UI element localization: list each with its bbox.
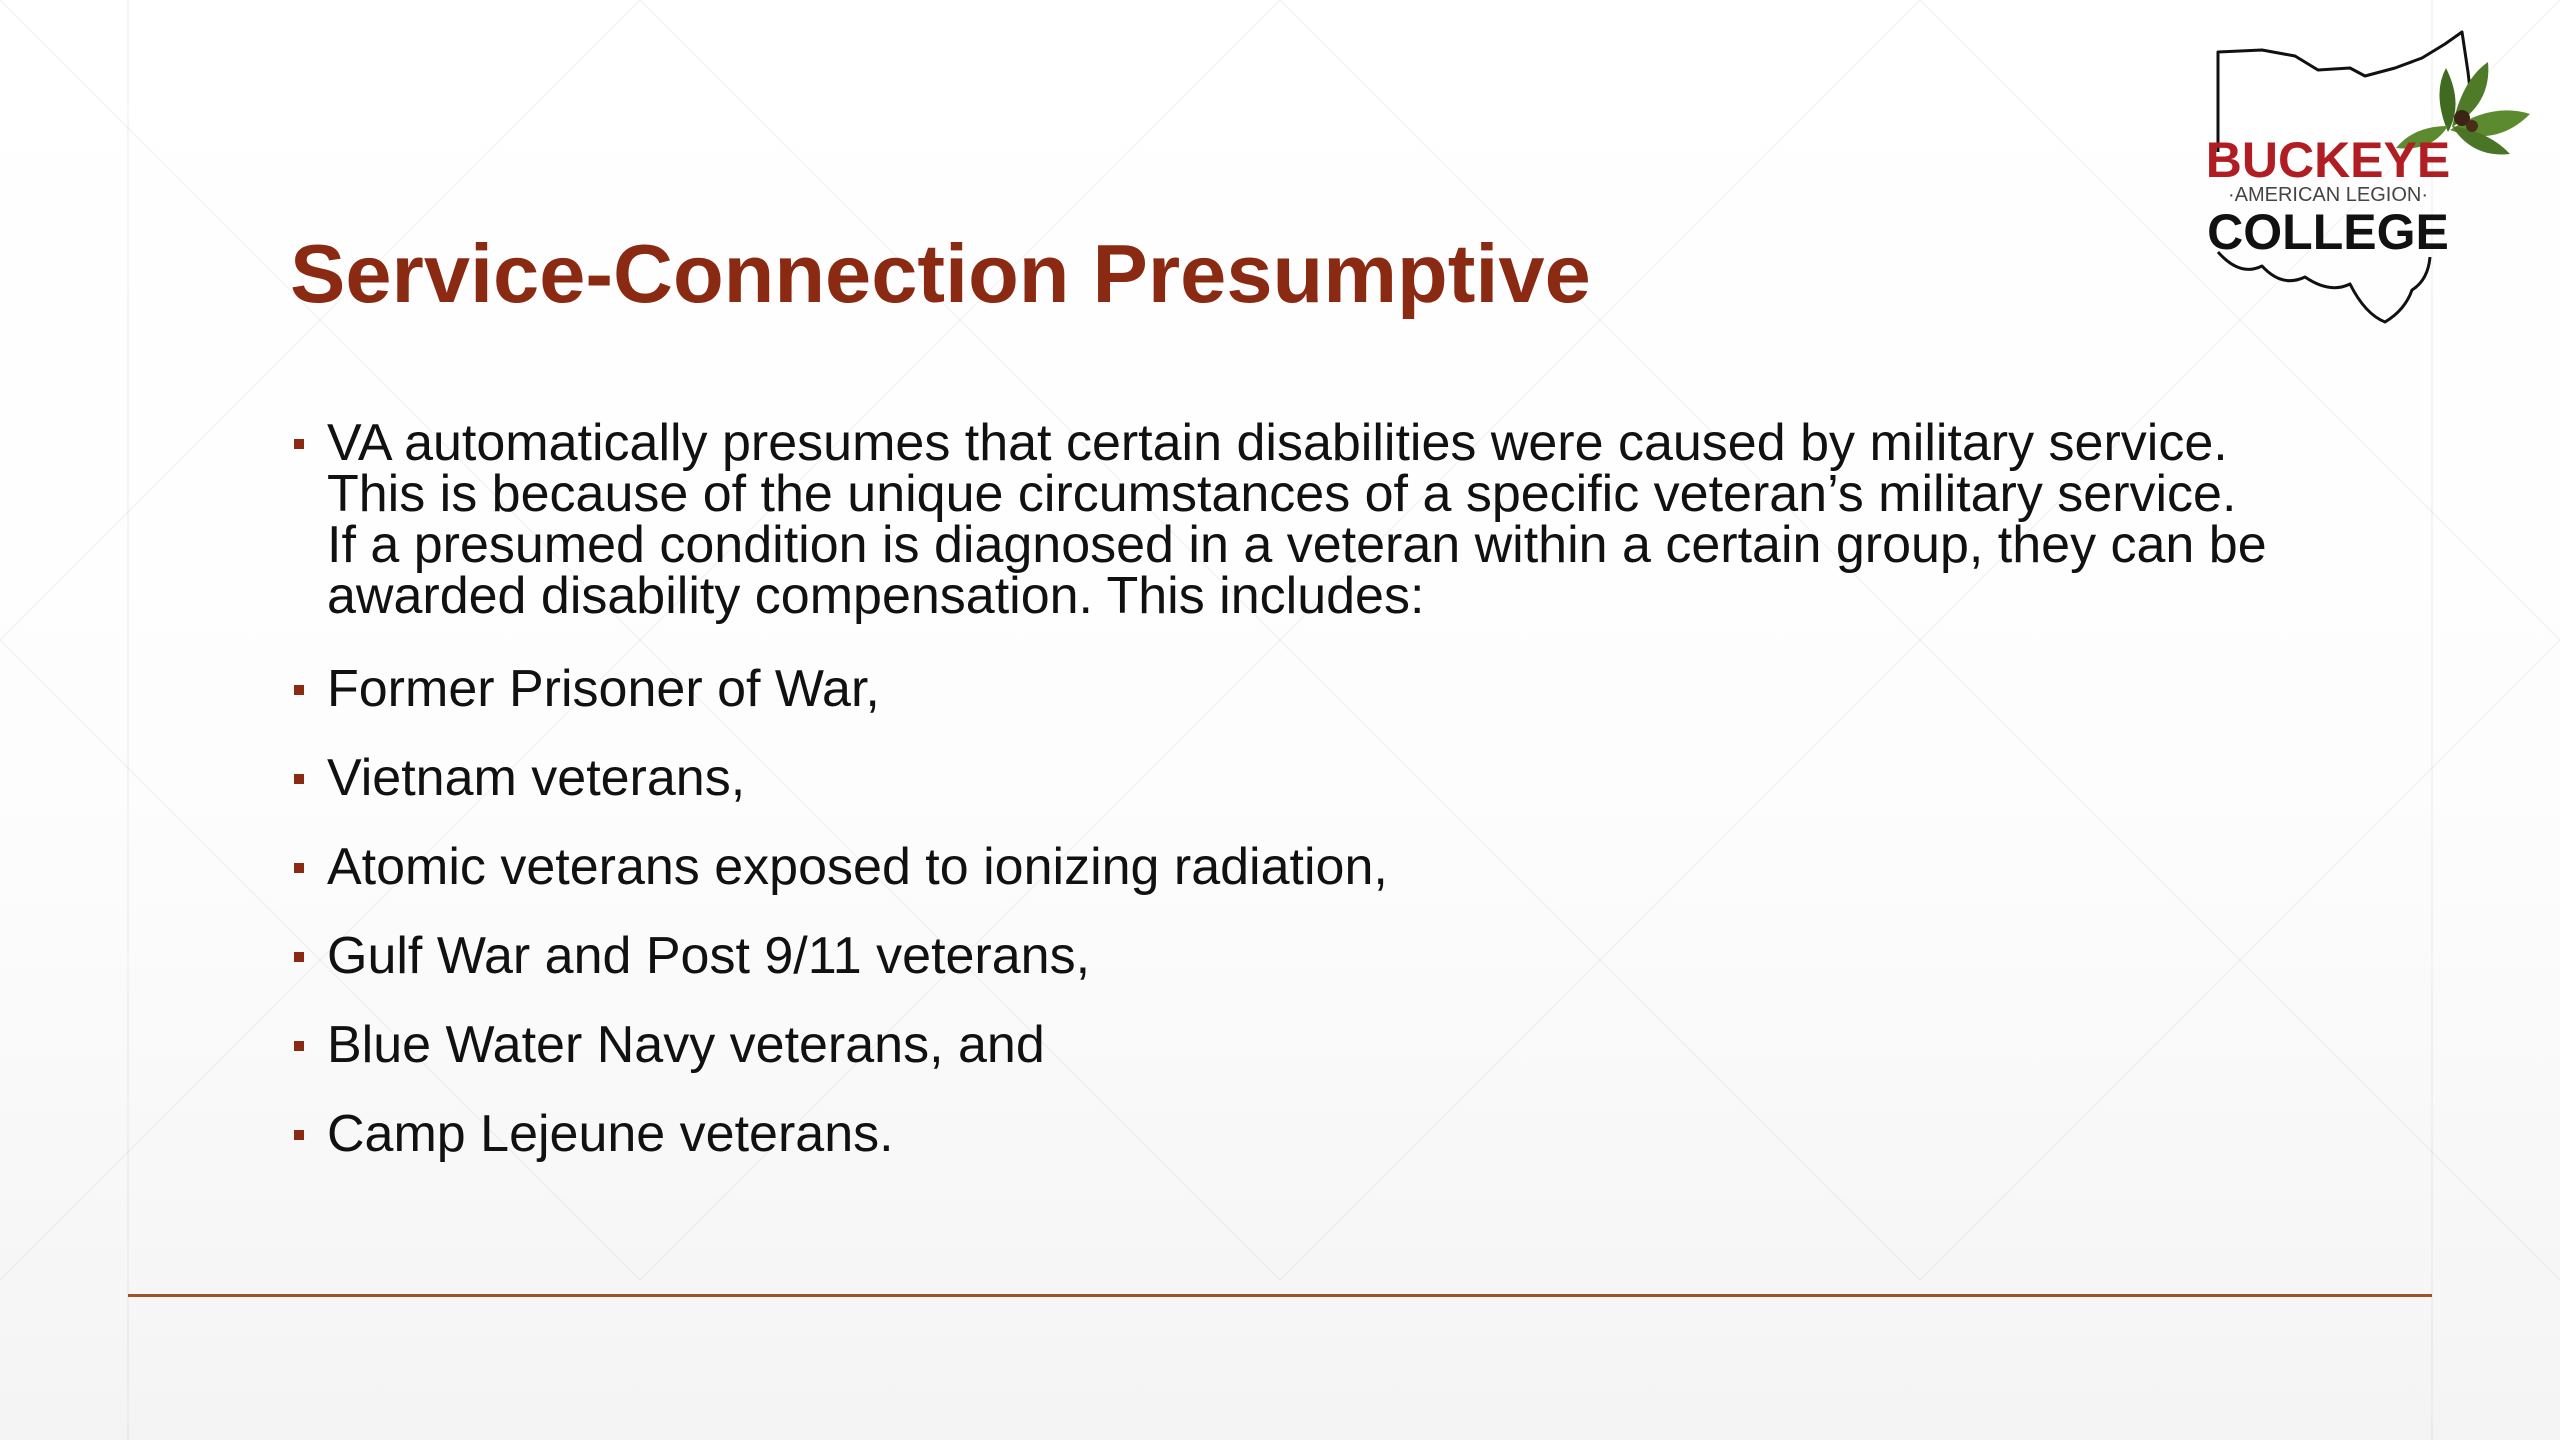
bullet-item-camp-lejeune (290, 1105, 2270, 1163)
bullet-item-atomic (290, 838, 2270, 896)
square-bullet-icon (294, 774, 304, 784)
bullet-text: Gulf War and Post 9/11 veterans, (327, 927, 1091, 985)
square-bullet-icon (294, 1130, 304, 1140)
bullet-text: VA automatically presumes that certain disabilities were caused by military service. This is because of the unique circumstances of a specific veteran’s military service. If a presumed condition is diagnosed in a veteran within a certain group, they can be awarded disability compensation. This includes: (327, 414, 2267, 625)
square-bullet-icon (294, 952, 304, 962)
square-bullet-icon (294, 439, 304, 449)
ohio-outline-bottom (2218, 252, 2430, 322)
bullet-text: Former Prisoner of War, (327, 660, 880, 718)
bullet-text: Atomic veterans exposed to ionizing radiation, (327, 838, 1388, 896)
bullet-text: Blue Water Navy veterans, and (327, 1016, 1045, 1074)
bullet-text: Vietnam veterans, (327, 749, 746, 807)
slide-title: Service-Connection Presumptive (290, 227, 1591, 320)
bullet-item-intro (290, 414, 2270, 625)
bullet-item-pow (290, 660, 2270, 718)
footer-divider (128, 1294, 2432, 1297)
logo-text-college: COLLEGE (2207, 204, 2449, 260)
square-bullet-icon (294, 1041, 304, 1051)
logo-text-buckeye: BUCKEYE (2205, 132, 2451, 188)
logo-text-american-legion: ·AMERICAN LEGION· (2227, 184, 2429, 206)
bullet-text: Camp Lejeune veterans. (327, 1105, 894, 1163)
bullet-item-vietnam (290, 749, 2270, 807)
bullet-list (290, 414, 2270, 1198)
bullet-item-gulf-war (290, 927, 2270, 985)
bullet-item-blue-water (290, 1016, 2270, 1074)
square-bullet-icon (294, 863, 304, 873)
buckeye-college-logo (2200, 22, 2550, 352)
square-bullet-icon (294, 685, 304, 695)
